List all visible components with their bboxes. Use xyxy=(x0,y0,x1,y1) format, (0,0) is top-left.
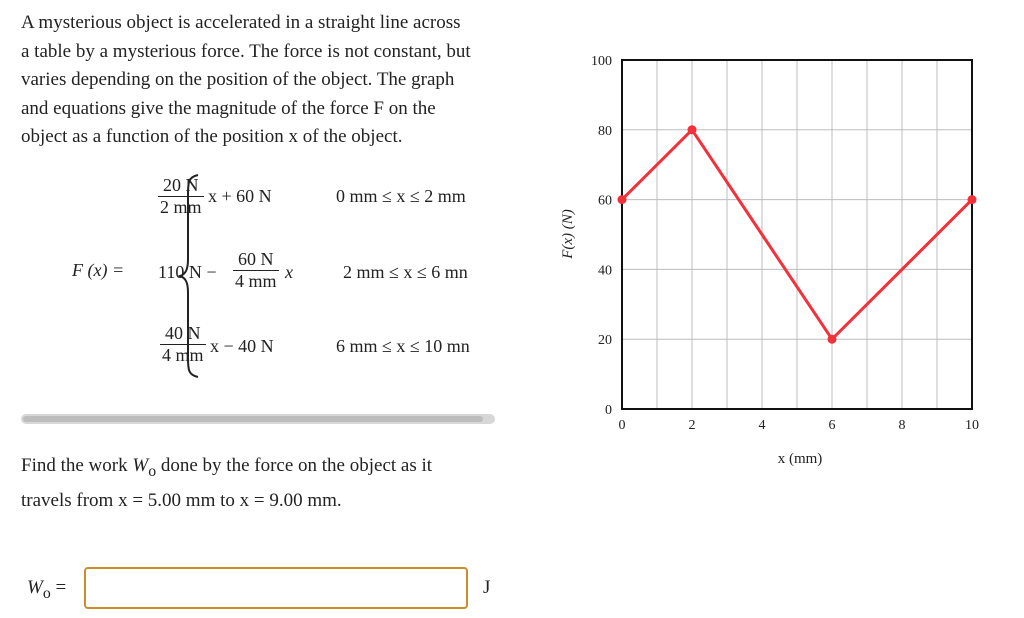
y-axis-label: F(x) (N) xyxy=(560,209,576,259)
y-tick-label: 80 xyxy=(598,123,612,139)
horizontal-scrollbar[interactable] xyxy=(21,414,495,424)
data-point xyxy=(688,125,697,134)
term: x + 60 N xyxy=(208,186,272,206)
y-tick-labels xyxy=(591,54,612,418)
y-tick-label: 0 xyxy=(605,403,612,418)
x-tick-label: 6 xyxy=(828,418,836,433)
numerator: 60 N xyxy=(238,249,274,269)
question-line xyxy=(21,451,491,486)
work-variable: W xyxy=(132,455,149,476)
denominator: 4 mm xyxy=(235,271,277,291)
data-point xyxy=(618,195,627,204)
piecewise-equation xyxy=(60,170,540,380)
x-tick-label: 4 xyxy=(758,418,766,433)
numerator: 20 N xyxy=(163,175,199,195)
term: 110 N − xyxy=(158,262,217,282)
work-answer-input[interactable] xyxy=(84,567,468,609)
domain-condition: 0 mm ≤ x ≤ 2 mm xyxy=(336,186,466,206)
x-tick-label: 2 xyxy=(688,418,696,433)
data-point xyxy=(968,195,977,204)
x-tick-labels xyxy=(619,418,980,433)
domain-condition: 2 mm ≤ x ≤ 6 mn xyxy=(343,262,468,282)
work-subscript: o xyxy=(148,462,157,480)
x-tick-label: 8 xyxy=(898,418,906,433)
term: x − 40 N xyxy=(210,336,274,356)
answer-variable: W xyxy=(27,577,43,598)
x-tick-label: 10 xyxy=(965,418,979,433)
question-text-part: Find the work xyxy=(21,455,133,476)
intro-line: varies depending on the position of the object. The graph xyxy=(21,69,455,90)
y-tick-label: 60 xyxy=(598,193,612,209)
fraction xyxy=(160,323,206,366)
x-axis-label: x (mm) xyxy=(777,451,823,467)
question-text xyxy=(21,451,491,516)
denominator: 4 mm xyxy=(162,345,204,365)
intro-line: object as a function of the position x of the object. xyxy=(21,126,403,147)
problem-statement xyxy=(21,9,511,152)
denominator: 2 mm xyxy=(160,197,202,217)
answer-label xyxy=(27,577,66,603)
fraction xyxy=(158,175,204,218)
equals-sign: = xyxy=(50,577,67,598)
answer-subscript: o xyxy=(42,584,51,602)
y-tick-label: 20 xyxy=(598,333,612,349)
force-position-graph xyxy=(550,44,1020,484)
domain-condition: 6 mm ≤ x ≤ 10 mn xyxy=(336,336,470,356)
y-tick-label: 100 xyxy=(591,54,612,69)
question-text-part: done by the force on the object as it xyxy=(156,455,433,476)
numerator: 40 N xyxy=(165,323,201,343)
data-point xyxy=(828,335,837,344)
x-tick-label: 0 xyxy=(618,418,626,433)
term: x xyxy=(285,262,293,282)
intro-line: and equations give the magnitude of the force F on the xyxy=(21,97,436,119)
grid-lines xyxy=(622,60,972,409)
equation-lhs: F (x) = xyxy=(72,260,125,280)
question-line: travels from x = 5.00 mm to x = 9.00 mm. xyxy=(21,490,342,512)
intro-line: A mysterious object is accelerated in a straight line across xyxy=(21,12,461,33)
answer-unit: J xyxy=(483,577,491,598)
fraction xyxy=(233,249,279,292)
scrollbar-thumb[interactable] xyxy=(23,416,483,422)
y-tick-label: 40 xyxy=(598,263,612,279)
intro-line: a table by a mysterious force. The force is not constant, but xyxy=(21,40,471,62)
